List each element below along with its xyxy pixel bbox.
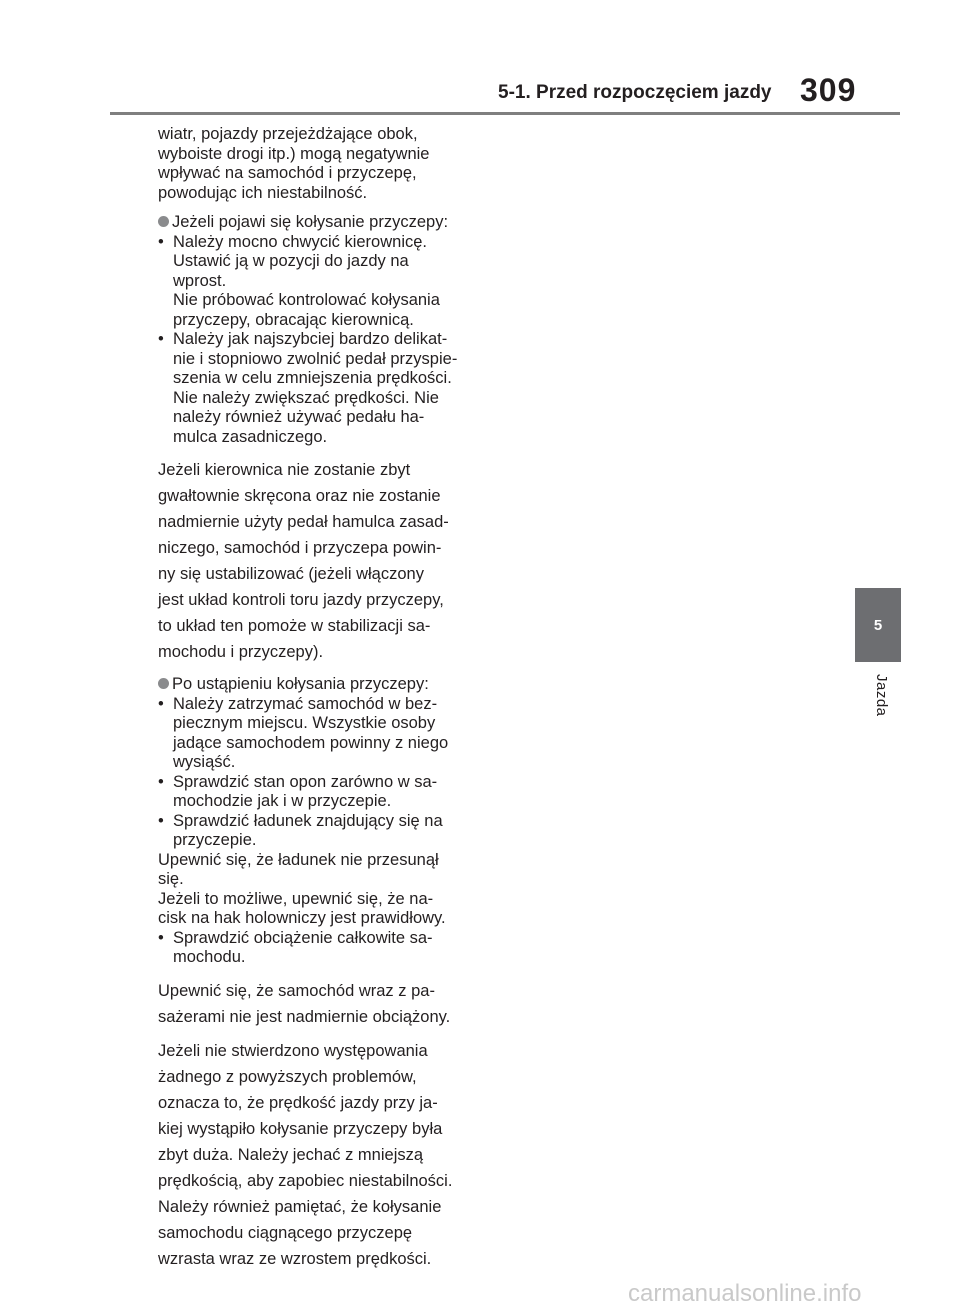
text-line: samochodu ciągnącego przyczepę — [158, 1223, 413, 1242]
text-line: wprost. — [173, 271, 227, 290]
chapter-label: Jazda — [873, 674, 890, 717]
text-line: wpływać na samochód i przyczepę, — [158, 164, 417, 182]
text-line: Należy mocno chwycić kierownicę. — [173, 232, 428, 251]
text-line: jadące samochodem powinny z niego — [173, 733, 449, 752]
text-line: nie i stopniowo zwolnić pedał przyspie- — [173, 349, 458, 368]
list-item — [158, 773, 488, 812]
text-line: ny się ustabilizować (jeżeli włączony — [158, 565, 424, 583]
text-line: się. — [158, 870, 184, 888]
text-line: kiej wystąpiło kołysanie przyczepy była — [158, 1119, 443, 1138]
text-line: Jeżeli to możliwe, upewnić się, że na- — [158, 889, 434, 908]
chapter-tab — [855, 588, 901, 662]
text-line: cisk na hak holowniczy jest prawidłowy. — [158, 909, 446, 927]
text-line: Sprawdzić stan opon zarówno w sa- — [173, 772, 438, 791]
bullet-icon: • — [158, 330, 164, 348]
text-line: jest układ kontroli toru jazdy przyczepy, — [158, 591, 444, 609]
text-line: to układ ten pomoże w stabilizacji sa- — [158, 617, 431, 635]
text-line: Sprawdzić obciążenie całkowite sa- — [173, 928, 433, 947]
stabilization-paragraph — [158, 457, 488, 665]
text-line: mochodzie jak i w przyczepie. — [173, 792, 392, 810]
header-divider — [110, 112, 900, 115]
watermark: carmanualsonline.info — [628, 1280, 862, 1307]
bullet-icon: • — [158, 232, 164, 251]
text-line: Należy zatrzymać samochód w bez- — [173, 694, 438, 713]
text-line: wysiąść. — [173, 753, 236, 771]
text-line: Nie należy zwiększać prędkości. Nie — [173, 388, 439, 407]
text-line: zbyt duża. Należy jechać z mniejszą — [158, 1145, 424, 1164]
text-line: prędkością, aby zapobiec niestabilności. — [158, 1171, 453, 1190]
text-line: mochodu i przyczepy). — [158, 643, 324, 661]
text-line: przyczepy, obracając kierownicą. — [173, 310, 414, 329]
text-line: szenia w celu zmniejszenia prędkości. — [173, 369, 452, 387]
text-line: Ustawić ją w pozycji do jazdy na — [173, 252, 409, 270]
text-line: sażerami nie jest nadmiernie obciążony. — [158, 1007, 451, 1026]
section-heading: Po ustąpieniu kołysania przyczepy: — [158, 675, 488, 695]
bullet-icon: • — [158, 811, 164, 830]
list-item — [158, 695, 488, 773]
sway-section — [158, 213, 488, 447]
chapter-number: 5 — [873, 616, 883, 634]
bullet-icon: • — [158, 694, 164, 713]
circle-bullet-icon — [158, 216, 169, 227]
page-content — [158, 125, 488, 1272]
text-line: Należy również pamiętać, że kołysanie — [158, 1197, 442, 1216]
text-line: gwałtownie skręcona oraz nie zostanie — [158, 487, 441, 505]
text-line: mulca zasadniczego. — [173, 427, 328, 446]
after-sway-section — [158, 675, 488, 968]
list-item — [158, 330, 488, 447]
list-item — [158, 233, 488, 331]
circle-bullet-icon — [158, 678, 169, 689]
section-title: 5-1. Przed rozpoczęciem jazdy — [498, 82, 772, 103]
text-line: żadnego z powyższych problemów, — [158, 1067, 417, 1086]
text-line: niczego, samochód i przyczepa powin- — [158, 539, 442, 557]
section-heading: Jeżeli pojawi się kołysanie przyczepy: — [158, 213, 488, 233]
load-notes — [158, 851, 488, 929]
bullet-icon: • — [158, 772, 164, 791]
text-line: powodując ich niestabilność. — [158, 183, 368, 202]
list-item — [158, 929, 488, 968]
text-line: Jeżeli nie stwierdzono występowania — [158, 1041, 428, 1060]
text-line: Upewnić się, że ładunek nie przesunął — [158, 850, 439, 869]
text-line: przyczepie. — [173, 831, 257, 849]
text-line: mochodu. — [173, 948, 246, 966]
list-item — [158, 812, 488, 851]
text-line: Jeżeli kierownica nie zostanie zbyt — [158, 461, 411, 479]
text-line: należy również używać pedału ha- — [173, 408, 425, 426]
speed-paragraph — [158, 1038, 488, 1272]
intro-paragraph — [158, 125, 488, 203]
text-line: Sprawdzić ładunek znajdujący się na — [173, 811, 443, 830]
text-line: Nie próbować kontrolować kołysania — [173, 291, 440, 309]
text-line: wzrasta wraz ze wzrostem prędkości. — [158, 1249, 432, 1268]
text-line: oznacza to, że prędkość jazdy przy ja- — [158, 1093, 438, 1112]
text-line: nadmiernie użyty pedał hamulca zasad- — [158, 513, 449, 531]
text-line: wyboiste drogi itp.) mogą negatywnie — [158, 144, 430, 163]
text-line: piecznym miejscu. Wszystkie osoby — [173, 714, 436, 732]
bullet-icon: • — [158, 928, 164, 947]
text-line: Należy jak najszybciej bardzo delikat- — [173, 330, 448, 348]
text-line: wiatr, pojazdy przejeżdżające obok, — [158, 125, 418, 143]
text-line: Upewnić się, że samochód wraz z pa- — [158, 981, 435, 1000]
overload-paragraph — [158, 978, 488, 1030]
page-number: 309 — [800, 72, 857, 108]
